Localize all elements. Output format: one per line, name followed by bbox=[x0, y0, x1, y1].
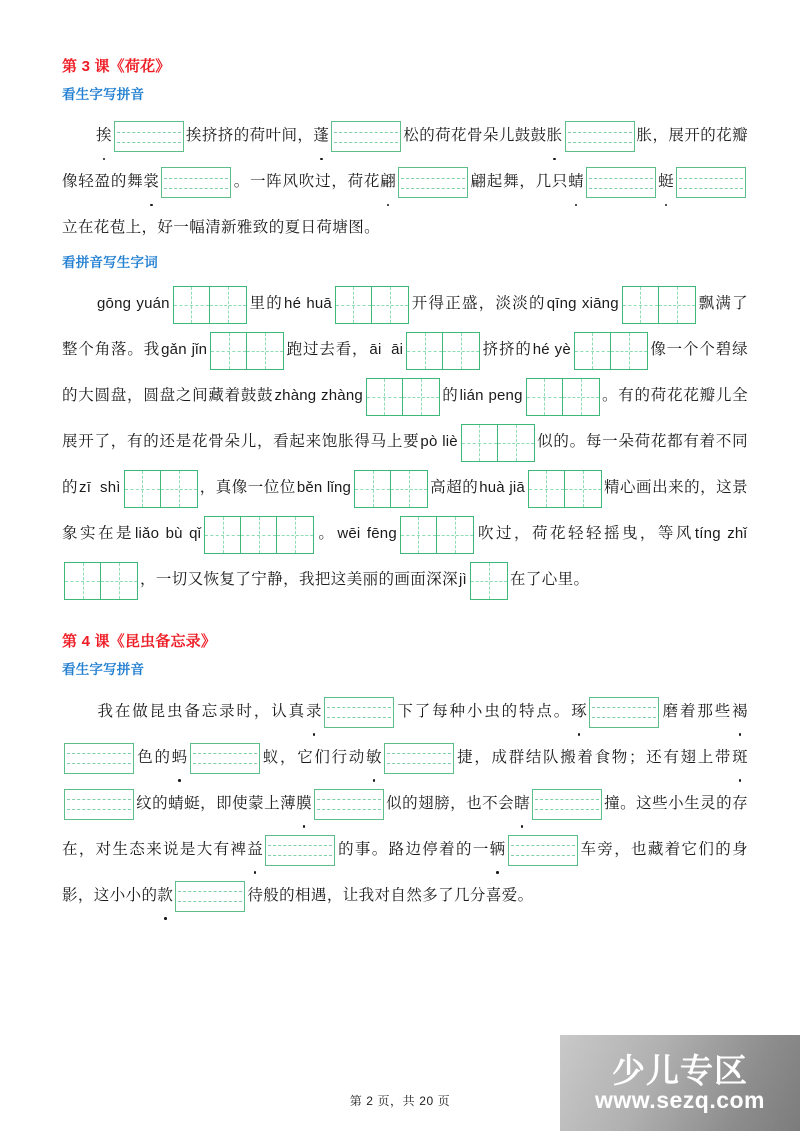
grid-cell[interactable] bbox=[101, 563, 137, 599]
pinyin-prompt: liǎo bù qǐ bbox=[134, 525, 202, 543]
text-run: 松的荷花骨朵儿鼓鼓胀 bbox=[403, 127, 562, 144]
text-run: 。 bbox=[316, 525, 337, 543]
pinyin-answer-box[interactable] bbox=[586, 167, 656, 198]
grid-cell[interactable] bbox=[611, 333, 647, 369]
character-grid[interactable] bbox=[574, 332, 648, 370]
pinyin-answer-box[interactable] bbox=[384, 743, 454, 774]
grid-cell[interactable] bbox=[575, 333, 611, 369]
character-grid[interactable] bbox=[204, 516, 314, 554]
text-run: 似的。每一朵荷花都有着不同的 bbox=[62, 433, 748, 497]
grid-cell[interactable] bbox=[563, 379, 599, 415]
pinyin-answer-box[interactable] bbox=[532, 789, 602, 820]
pinyin-prompt: lián peng bbox=[459, 387, 523, 405]
grid-cell[interactable] bbox=[403, 379, 439, 415]
grid-cell[interactable] bbox=[241, 517, 277, 553]
grid-cell[interactable] bbox=[659, 287, 695, 323]
character-grid[interactable] bbox=[64, 562, 138, 600]
lesson-4-section-1 bbox=[62, 662, 748, 918]
grid-cell[interactable] bbox=[407, 333, 443, 369]
emphasis-char: 录 bbox=[306, 689, 322, 735]
pinyin-answer-box[interactable] bbox=[508, 835, 578, 866]
grid-cell[interactable] bbox=[471, 563, 507, 599]
text-run: 精心画出来的，这景象实在是 bbox=[62, 479, 749, 543]
lesson-block-4 bbox=[62, 633, 748, 918]
lesson-4-section-1-heading: 看生字写拼音 bbox=[62, 662, 145, 678]
emphasis-char: 翩 bbox=[380, 159, 396, 205]
grid-cell[interactable] bbox=[623, 287, 659, 323]
pinyin-prompt: hé huā bbox=[284, 295, 332, 313]
text-run: 胀，展开的花瓣像轻盈的舞裳 bbox=[62, 127, 748, 190]
pinyin-prompt: huà jiā bbox=[479, 479, 525, 497]
character-grid[interactable] bbox=[470, 562, 508, 600]
grid-cell[interactable] bbox=[565, 471, 601, 507]
grid-cell[interactable] bbox=[205, 517, 241, 553]
emphasis-char: 琢 bbox=[571, 689, 587, 735]
pinyin-prompt: zī shì bbox=[79, 479, 121, 497]
pinyin-answer-box[interactable] bbox=[676, 167, 746, 198]
pinyin-answer-box[interactable] bbox=[175, 881, 245, 912]
emphasis-char: 胀 bbox=[547, 113, 563, 159]
pinyin-prompt: gōng yuán bbox=[97, 295, 170, 313]
pinyin-prompt: zhàng zhàng bbox=[274, 387, 363, 405]
lesson-3-section-1-heading: 看生字写拼音 bbox=[62, 87, 145, 102]
grid-cell[interactable] bbox=[529, 471, 565, 507]
grid-cell[interactable] bbox=[210, 287, 246, 323]
grid-cell[interactable] bbox=[277, 517, 313, 553]
pinyin-answer-box[interactable] bbox=[565, 121, 635, 152]
emphasis-char: 瞎 bbox=[514, 781, 530, 827]
pinyin-prompt: qīng xiāng bbox=[546, 295, 619, 313]
pinyin-prompt: tíng zhǐ bbox=[694, 525, 747, 543]
emphasis-char: 蜓 bbox=[658, 159, 674, 205]
pinyin-prompt: wēi fēng bbox=[337, 525, 397, 543]
grid-cell[interactable] bbox=[161, 471, 197, 507]
text-run: 磨着那些褐 bbox=[661, 703, 748, 720]
grid-cell[interactable] bbox=[498, 425, 534, 461]
pinyin-answer-box[interactable] bbox=[589, 697, 659, 728]
grid-cell[interactable] bbox=[336, 287, 372, 323]
lesson-3-section-2-heading: 看拼音写生字词 bbox=[62, 255, 158, 271]
emphasis-char: 蚂 bbox=[172, 735, 188, 781]
emphasis-char: 蓬 bbox=[313, 113, 329, 159]
pinyin-prompt: hé yè bbox=[532, 341, 571, 359]
emphasis-char: 褐 bbox=[732, 689, 748, 735]
text-run: 。一阵风吹过，荷花翩 bbox=[233, 173, 396, 190]
text-run: 像一个个碧绿的大圆盘，圆盘之间藏着鼓鼓 bbox=[62, 341, 748, 405]
pinyin-prompt: āi āi bbox=[369, 341, 404, 359]
text-run: 挤挤的 bbox=[482, 341, 532, 359]
text-run: 飘满了整个角落。我 bbox=[62, 295, 748, 359]
pinyin-prompt: gǎn jǐn bbox=[161, 341, 208, 359]
grid-cell[interactable] bbox=[462, 425, 498, 461]
emphasis-char: 裳 bbox=[143, 159, 159, 205]
text-run: 下了每种小虫的特点。琢 bbox=[396, 703, 587, 720]
grid-cell[interactable] bbox=[125, 471, 161, 507]
site-watermark bbox=[560, 1035, 800, 1131]
text-run bbox=[658, 173, 674, 190]
grid-cell[interactable] bbox=[443, 333, 479, 369]
text-run: 高超的 bbox=[430, 479, 479, 497]
watermark-url: www.sezq.com bbox=[594, 1087, 766, 1113]
pinyin-answer-box[interactable] bbox=[398, 167, 468, 198]
page-footer: 第 2 页，共 20 页 bbox=[349, 1094, 451, 1108]
text-run: 待般的相遇，让我对自然多了几分喜爱。 bbox=[247, 886, 534, 904]
lesson-3-section-1 bbox=[62, 87, 748, 251]
text-run: 。有的荷花花瓣儿全展开了，有的还是花骨朵儿，看起来饱胀得马上要 bbox=[62, 387, 749, 451]
character-grid[interactable] bbox=[526, 378, 600, 416]
watermark-brand-name: 少儿专区 bbox=[612, 1052, 748, 1089]
character-grid[interactable] bbox=[366, 378, 440, 416]
emphasis-char: 挨 bbox=[96, 113, 112, 159]
text-run: 我在做昆虫备忘录时，认真录 bbox=[96, 703, 322, 720]
grid-cell[interactable] bbox=[372, 287, 408, 323]
lesson-4-title: 第 4 课《昆虫备忘录》 bbox=[62, 633, 217, 651]
grid-cell[interactable] bbox=[355, 471, 391, 507]
grid-cell[interactable] bbox=[527, 379, 563, 415]
text-run: 翩起舞，几只蜻 bbox=[470, 173, 584, 190]
pinyin-answer-box[interactable] bbox=[64, 789, 134, 820]
grid-cell[interactable] bbox=[211, 333, 247, 369]
pinyin-answer-box[interactable] bbox=[64, 743, 134, 774]
grid-cell[interactable] bbox=[65, 563, 101, 599]
text-run bbox=[96, 127, 112, 144]
character-grid[interactable] bbox=[406, 332, 480, 370]
lesson-3-section-2-body bbox=[62, 281, 748, 603]
character-grid[interactable] bbox=[173, 286, 247, 324]
character-grid[interactable] bbox=[335, 286, 409, 324]
character-grid[interactable] bbox=[210, 332, 284, 370]
character-grid[interactable] bbox=[461, 424, 535, 462]
text-run: 捷，成群结队搬着食物；还有翅上带斑 bbox=[456, 749, 748, 766]
pinyin-answer-box[interactable] bbox=[314, 789, 384, 820]
pinyin-prompt: jì bbox=[459, 571, 467, 589]
text-run: 开得正盛，淡淡的 bbox=[410, 295, 546, 313]
text-run: 在了心里。 bbox=[509, 571, 590, 589]
pinyin-answer-box[interactable] bbox=[324, 697, 394, 728]
grid-cell[interactable] bbox=[391, 471, 427, 507]
pinyin-answer-box[interactable] bbox=[190, 743, 260, 774]
grid-cell[interactable] bbox=[437, 517, 473, 553]
text-run: 吹过，荷花轻轻摇曳，等风 bbox=[475, 525, 694, 543]
text-run: 色的蚂 bbox=[136, 749, 188, 766]
emphasis-char: 款 bbox=[157, 873, 173, 919]
character-grid[interactable] bbox=[528, 470, 602, 508]
text-run: 似的翅膀，也不会瞎 bbox=[386, 795, 530, 812]
pinyin-answer-box[interactable] bbox=[161, 167, 231, 198]
grid-cell[interactable] bbox=[247, 333, 283, 369]
pinyin-answer-box[interactable] bbox=[331, 121, 401, 152]
text-run: 里的 bbox=[248, 295, 284, 313]
emphasis-char: 益 bbox=[247, 827, 263, 873]
character-grid[interactable] bbox=[622, 286, 696, 324]
grid-cell[interactable] bbox=[367, 379, 403, 415]
text-run: ，真像一位位 bbox=[199, 479, 296, 497]
emphasis-char: 斑 bbox=[732, 735, 748, 781]
pinyin-answer-box[interactable] bbox=[114, 121, 184, 152]
lesson-4-section-1-body bbox=[62, 689, 748, 919]
text-run: 车旁，也藏着它们的身影，这小小的款 bbox=[62, 841, 748, 904]
grid-cell[interactable] bbox=[174, 287, 210, 323]
pinyin-answer-box[interactable] bbox=[265, 835, 335, 866]
text-run: 立在花苞上，好一幅清新雅致的夏日荷塘图。 bbox=[62, 219, 381, 237]
text-run: 的事。路边停着的一辆 bbox=[337, 841, 505, 858]
text-run: 跑过去看， bbox=[286, 341, 369, 359]
character-grid[interactable] bbox=[354, 470, 428, 508]
text-run: 蚁，它们行动敏 bbox=[262, 749, 382, 766]
emphasis-char: 蜻 bbox=[568, 159, 584, 205]
text-run: 挨挤挤的荷叶间，蓬 bbox=[186, 127, 329, 144]
lesson-3-title: 第 3 课《荷花》 bbox=[62, 58, 171, 75]
grid-cell[interactable] bbox=[401, 517, 437, 553]
pinyin-prompt: běn lǐng bbox=[296, 479, 352, 497]
text-run: 纹的蜻蜓，即使蒙上薄膜 bbox=[136, 795, 312, 812]
emphasis-char: 膜 bbox=[296, 781, 312, 827]
lesson-block-3 bbox=[62, 58, 748, 603]
text-run: 撞。这些小生灵的存在，对生态来说是大有裨益 bbox=[62, 795, 748, 858]
pinyin-prompt: pò liè bbox=[420, 433, 458, 451]
text-run: 的 bbox=[441, 387, 459, 405]
lesson-3-section-1-body bbox=[62, 113, 748, 251]
text-run: ，一切又恢复了宁静，我把这美丽的画面深深 bbox=[140, 571, 459, 589]
emphasis-char: 辆 bbox=[490, 827, 506, 873]
lesson-3-section-2 bbox=[62, 255, 748, 603]
character-grid[interactable] bbox=[400, 516, 474, 554]
character-grid[interactable] bbox=[124, 470, 198, 508]
emphasis-char: 敏 bbox=[366, 735, 382, 781]
